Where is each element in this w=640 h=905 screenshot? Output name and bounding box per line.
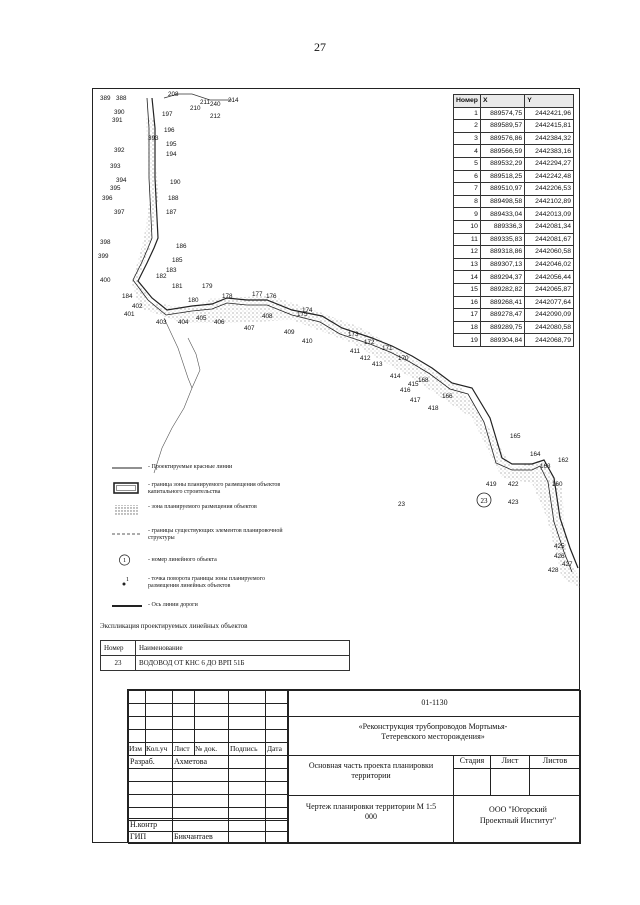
coord-cell-x: 889433,04 xyxy=(480,208,524,221)
map-point-label: 240 xyxy=(210,101,221,108)
map-point-label: 194 xyxy=(166,151,177,158)
coord-cell-y: 2442421,96 xyxy=(525,107,574,120)
map-point-label: 188 xyxy=(168,195,179,202)
coord-cell-x: 889282,82 xyxy=(480,283,524,296)
map-point-label: 395 xyxy=(110,185,121,192)
thick-line-icon xyxy=(112,600,144,612)
map-point-label: 389 xyxy=(100,95,111,102)
col-header-doc: № док. xyxy=(195,744,218,753)
coord-cell-y: 2442046,02 xyxy=(525,258,574,271)
coord-cell-x: 889532,29 xyxy=(480,157,524,170)
coord-cell-number: 6 xyxy=(454,170,481,183)
coord-cell-number: 5 xyxy=(454,157,481,170)
legend-symbol-label: 1 xyxy=(123,558,127,565)
coord-cell-y: 2442242,48 xyxy=(525,170,574,183)
coordinates-table xyxy=(453,94,574,347)
document-code: 01-1130 xyxy=(421,698,448,707)
map-point-label: 211 xyxy=(200,99,211,106)
coord-cell-number: 7 xyxy=(454,183,481,196)
map-point-label: 187 xyxy=(166,209,177,216)
coord-cell-x: 889304,84 xyxy=(480,334,524,347)
map-point-label: 179 xyxy=(202,283,213,290)
coord-cell-y: 2442056,44 xyxy=(525,271,574,284)
coord-row xyxy=(454,208,574,221)
map-point-label: 393 xyxy=(110,163,121,170)
coord-cell-x: 889498,58 xyxy=(480,195,524,208)
coord-cell-number: 17 xyxy=(454,309,481,322)
col-header-date: Дата xyxy=(267,744,282,753)
explication-cell-number: 23 xyxy=(101,656,136,671)
map-point-label: 401 xyxy=(124,311,135,318)
project-title: «Реконструкция трубопроводов Мортымья-Тетеревского месторождения» xyxy=(358,722,508,741)
coord-row xyxy=(454,246,574,259)
map-point-label: 417 xyxy=(410,397,421,404)
col-header-signature: Подпись xyxy=(230,744,258,753)
coord-cell-number: 1 xyxy=(454,107,481,120)
map-point-label: 190 xyxy=(170,179,181,186)
developed-label: Разраб. xyxy=(130,757,155,766)
explication-table xyxy=(100,640,350,671)
map-point-label: 162 xyxy=(558,457,569,464)
gip-name: Бикчантаев xyxy=(174,832,213,841)
map-point-label: 399 xyxy=(98,253,109,260)
coord-cell-number: 9 xyxy=(454,208,481,221)
map-point-label: 411 xyxy=(350,348,361,355)
legend-text: - Проектируемые красные линии xyxy=(148,464,233,470)
coord-cell-x: 889318,86 xyxy=(480,246,524,259)
coord-cell-x: 889589,57 xyxy=(480,120,524,133)
map-point-label: 171 xyxy=(382,345,393,352)
map-point-label: 182 xyxy=(156,273,167,280)
map-point-label: 400 xyxy=(100,277,111,284)
coord-cell-x: 889294,37 xyxy=(480,271,524,284)
map-point-label: 422 xyxy=(508,481,519,488)
drawing-title: Чертеж планировки территории М 1:5 000 xyxy=(305,802,437,821)
map-point-label: 392 xyxy=(114,147,125,154)
coord-row xyxy=(454,233,574,246)
legend-text: - граница зоны планируемого размещения объектов капитального строительства xyxy=(148,482,281,495)
col-header-kol: Кол.уч xyxy=(146,744,168,753)
map-point-label: 419 xyxy=(486,481,497,488)
map-point-label: 406 xyxy=(214,319,225,326)
map-point-label: 410 xyxy=(302,338,313,345)
map-point-label: 391 xyxy=(112,117,123,124)
coord-row xyxy=(454,296,574,309)
coord-cell-x: 889576,86 xyxy=(480,132,524,145)
map-point-label: 23 xyxy=(398,501,406,508)
coord-header-number: Номер xyxy=(454,95,481,108)
coord-row xyxy=(454,170,574,183)
coord-row xyxy=(454,195,574,208)
coord-cell-y: 2442383,16 xyxy=(525,145,574,158)
coord-cell-y: 2442013,09 xyxy=(525,208,574,221)
map-point-label: 428 xyxy=(548,567,559,574)
explication-header-number: Номер xyxy=(101,641,136,656)
explication-header-name: Наименование xyxy=(136,641,350,656)
map-point-label: 425 xyxy=(554,543,565,550)
coord-row xyxy=(454,120,574,133)
map-point-label: 418 xyxy=(428,405,439,412)
map-point-label: 409 xyxy=(284,329,295,336)
point-icon xyxy=(112,576,144,588)
map-point-label: 176 xyxy=(266,293,277,300)
coord-row xyxy=(454,309,574,322)
stamp-grid-cell xyxy=(128,729,288,743)
map-point-label: 165 xyxy=(510,433,521,440)
sheet-label: Лист xyxy=(501,756,519,765)
map-point-label: 413 xyxy=(372,361,383,368)
map-point-label: 163 xyxy=(540,463,551,470)
coord-cell-number: 4 xyxy=(454,145,481,158)
map-point-label: 175 xyxy=(297,311,308,318)
map-point-label: 393 xyxy=(148,135,159,142)
coord-cell-number: 14 xyxy=(454,271,481,284)
coord-cell-y: 2442384,32 xyxy=(525,132,574,145)
coord-cell-y: 2442060,58 xyxy=(525,246,574,259)
coord-row xyxy=(454,107,574,120)
map-point-label: 210 xyxy=(190,105,201,112)
coord-cell-x: 889289,75 xyxy=(480,321,524,334)
coord-row xyxy=(454,321,574,334)
organization-name: ООО "Югорский Проектный Институт" xyxy=(479,805,557,825)
gip-label: ГИП xyxy=(130,832,147,841)
legend-text: - точка поворота границы зоны планируемого размещения линейных объектов xyxy=(148,576,265,589)
coord-cell-y: 2442206,53 xyxy=(525,183,574,196)
map-point-label: 405 xyxy=(196,315,207,322)
coord-cell-y: 2442081,67 xyxy=(525,233,574,246)
legend-text: - границы существующих элементов планировочной структуры xyxy=(148,528,283,541)
map-point-label: 402 xyxy=(132,303,143,310)
map-point-label: 195 xyxy=(166,141,177,148)
map-point-label: 416 xyxy=(400,387,411,394)
map-point-label: 427 xyxy=(562,561,573,568)
explication-cell-name: ВОДОВОД ОТ КНС 6 ДО ВРП 51Б xyxy=(136,656,350,671)
coord-cell-x: 889566,59 xyxy=(480,145,524,158)
map-point-label: 177 xyxy=(252,291,263,298)
coord-cell-x: 889518,25 xyxy=(480,170,524,183)
legend-text: - Ось линии дороги xyxy=(148,602,198,608)
legend-text: - номер линейного объекта xyxy=(148,557,217,563)
coord-row xyxy=(454,183,574,196)
sheets-value-cell xyxy=(529,768,581,796)
map-point-label: 168 xyxy=(418,377,429,384)
coord-cell-number: 16 xyxy=(454,296,481,309)
map-point-label: 404 xyxy=(178,319,189,326)
coord-cell-y: 2442415,81 xyxy=(525,120,574,133)
section-title: Основная часть проекта планировки территории xyxy=(308,761,434,780)
explication-title: Экспликация проектируемых линейных объектов xyxy=(100,622,248,630)
coord-cell-y: 2442090,09 xyxy=(525,309,574,322)
coord-cell-y: 2442080,58 xyxy=(525,321,574,334)
coord-cell-x: 889335,83 xyxy=(480,233,524,246)
coord-cell-number: 19 xyxy=(454,334,481,347)
coord-cell-y: 2442068,79 xyxy=(525,334,574,347)
coord-cell-number: 13 xyxy=(454,258,481,271)
object-number-label: 23 xyxy=(480,497,488,505)
coord-row xyxy=(454,258,574,271)
stamp-grid-cell xyxy=(128,768,288,782)
map-point-label: 184 xyxy=(122,293,133,300)
map-point-label: 180 xyxy=(188,297,199,304)
coord-cell-y: 2442294,27 xyxy=(525,157,574,170)
coord-cell-y: 2442077,64 xyxy=(525,296,574,309)
coord-header-y: Y xyxy=(525,95,574,108)
legend-text: - зона планируемого размещения объектов xyxy=(148,504,257,510)
map-point-label: 394 xyxy=(116,177,127,184)
developed-name: Ахметова xyxy=(174,757,208,766)
coord-row xyxy=(454,157,574,170)
coord-cell-x: 889268,41 xyxy=(480,296,524,309)
sheets-label: Листов xyxy=(542,756,568,765)
map-point-label: 208 xyxy=(168,91,179,98)
coord-row xyxy=(454,271,574,284)
col-header-list: Лист xyxy=(174,744,190,753)
hatch-icon xyxy=(112,504,144,516)
map-point-label: 414 xyxy=(390,373,401,380)
map-point-label: 396 xyxy=(102,195,113,202)
page-number: 27 xyxy=(314,40,326,54)
coord-cell-x: 889336,3 xyxy=(480,220,524,233)
map-point-label: 185 xyxy=(172,257,183,264)
coord-cell-x: 889307,13 xyxy=(480,258,524,271)
map-point-label: 426 xyxy=(554,553,565,560)
stamp-grid-cell xyxy=(128,703,288,717)
map-point-label: 412 xyxy=(360,355,371,362)
coord-header-x: X xyxy=(480,95,524,108)
map-point-label: 397 xyxy=(114,209,125,216)
stage-label: Стадия xyxy=(459,756,485,765)
map-point-label: 178 xyxy=(222,293,233,300)
existing-boundary-2 xyxy=(188,338,200,388)
coord-cell-number: 12 xyxy=(454,246,481,259)
map-point-label: 164 xyxy=(530,451,541,458)
map-point-label: 388 xyxy=(116,95,127,102)
coord-cell-number: 15 xyxy=(454,283,481,296)
title-block xyxy=(127,689,580,843)
coord-row xyxy=(454,283,574,296)
map-point-label: 181 xyxy=(172,283,183,290)
map-point-label: 408 xyxy=(262,313,273,320)
dashed-line-icon xyxy=(112,528,144,540)
map-point-label: 183 xyxy=(166,267,177,274)
coord-cell-number: 11 xyxy=(454,233,481,246)
coord-cell-number: 8 xyxy=(454,195,481,208)
stamp-grid-cell xyxy=(128,690,288,704)
circle-number-icon xyxy=(112,554,144,566)
col-header-izm: Изм xyxy=(129,744,143,753)
stamp-grid-cell xyxy=(128,716,288,730)
map-point-label: 172 xyxy=(364,339,375,346)
coord-cell-y: 2442065,87 xyxy=(525,283,574,296)
map-point-label: 197 xyxy=(162,111,173,118)
map-point-label: 390 xyxy=(114,109,125,116)
coord-cell-number: 2 xyxy=(454,120,481,133)
map-point-label: 212 xyxy=(210,113,221,120)
sheet-value-cell xyxy=(490,768,530,796)
coord-cell-x: 889278,47 xyxy=(480,309,524,322)
map-point-label: 415 xyxy=(408,381,419,388)
map-point-label: 174 xyxy=(302,307,313,314)
legend-symbol-label: 1 xyxy=(126,577,129,583)
map-point-label: 423 xyxy=(508,499,519,506)
coord-row xyxy=(454,132,574,145)
stamp-grid-cell xyxy=(128,781,288,795)
coord-cell-y: 2442102,89 xyxy=(525,195,574,208)
map-point-label: 160 xyxy=(552,481,563,488)
coord-cell-x: 889574,75 xyxy=(480,107,524,120)
map-point-label: 407 xyxy=(244,325,255,332)
map-point-label: 173 xyxy=(348,331,359,338)
coord-row xyxy=(454,145,574,158)
coord-cell-number: 18 xyxy=(454,321,481,334)
coord-cell-number: 3 xyxy=(454,132,481,145)
map-point-label: 398 xyxy=(100,239,111,246)
stamp-grid-cell xyxy=(128,794,288,808)
map-point-label: 214 xyxy=(228,97,239,104)
map-point-label: 186 xyxy=(176,243,187,250)
coord-row xyxy=(454,334,574,347)
map-point-label: 403 xyxy=(156,319,167,326)
stage-value-cell xyxy=(453,768,491,796)
coord-cell-number: 10 xyxy=(454,220,481,233)
ncontrol-label: Н.контр xyxy=(130,820,158,829)
map-point-label: 166 xyxy=(442,393,453,400)
map-point-label: 196 xyxy=(164,127,175,134)
coord-cell-y: 2442081,34 xyxy=(525,220,574,233)
coord-cell-x: 889510,97 xyxy=(480,183,524,196)
map-point-label: 170 xyxy=(398,355,409,362)
double-box-icon xyxy=(112,482,144,494)
coord-row xyxy=(454,220,574,233)
existing-boundary xyxy=(154,318,192,473)
red-line-icon xyxy=(112,462,144,474)
